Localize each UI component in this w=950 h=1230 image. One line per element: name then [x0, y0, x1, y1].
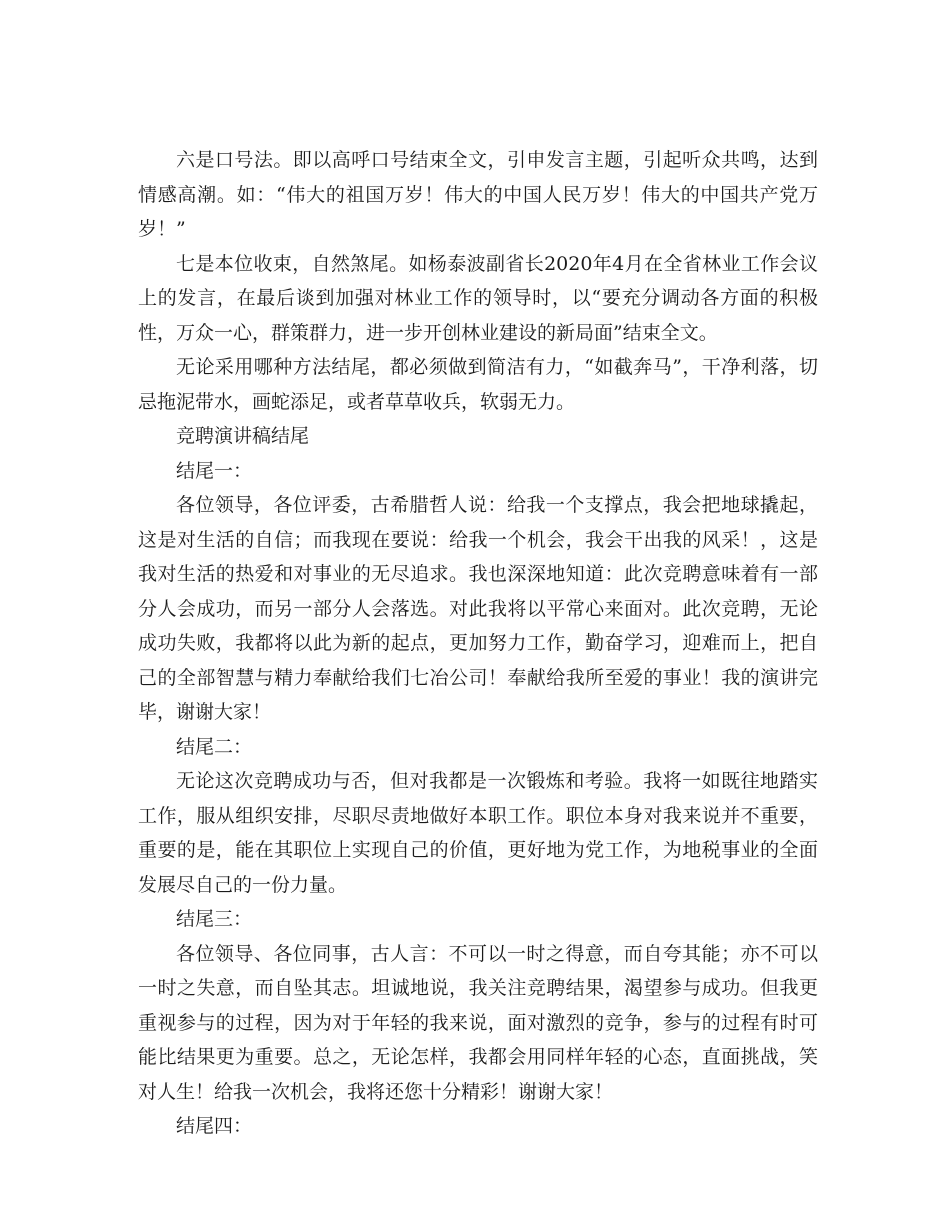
paragraph-concise-ending: 无论采用哪种方法结尾，都必须做到简洁有力，“如截奔马”，干净利落，切忌拖泥带水，画蛇添足，或者草草收兵，软弱无力。: [138, 356, 818, 413]
ending-four-label: 结尾四：: [176, 1115, 253, 1137]
section-heading: 竞聘演讲稿结尾: [176, 425, 310, 447]
paragraph-natural-ending: 七是本位收束，自然煞尾。如杨泰波副省长2020年4月在全省林业工作会议上的发言，在最后谈到加强对林业工作的领导时，以“要充分调动各方面的积极性，万众一心，群策群力，进一步开创林业建设的新局面”结束全文。: [138, 252, 818, 344]
ending-three-label: 结尾三：: [176, 908, 253, 930]
ending-one-label: 结尾一：: [176, 459, 253, 482]
ending-one-text: 各位领导，各位评委，古希腊哲人说：给我一个支撑点，我会把地球撬起，这是对生活的自信；而我现在要说：给我一个机会，我会干出我的风采！，这是我对生活的热爱和对事业的无尽追求。我也深深地知道：此次竞聘意味着有一部分人会成功，而另一部分人会落选。对此我将以平常心来面对。此次竞聘，无论成功失败，我都将以此为新的起点，更加努力工作，勤奋学习，迎难而上，把自己的全部智慧与精力奉献给我们七冶公司！奉献给我所至爱的事业！我的演讲完毕，谢谢大家！: [138, 494, 818, 723]
document-body: [138, 143, 818, 1144]
ending-three-text: 各位领导、各位同事，古人言：不可以一时之得意，而自夸其能；亦不可以一时之失意，而自坠其志。坦诚地说，我关注竞聘结果，渴望参与成功。但我更重视参与的过程，因为对于年轻的我来说，面对激烈的竞争，参与的过程有时可能比结果更为重要。总之，无论怎样，我都会用同样年轻的心态，直面挑战，笑对人生！给我一次机会，我将还您十分精彩！谢谢大家！: [138, 942, 818, 1103]
paragraph-slogan-method: 六是口号法。即以高呼口号结束全文，引申发言主题，引起听众共鸣，达到情感高潮。如：“伟大的祖国万岁！伟大的中国人民万岁！伟大的中国共产党万岁！”: [138, 149, 818, 240]
ending-two-label: 结尾二：: [176, 735, 253, 758]
ending-two-text: 无论这次竞聘成功与否，但对我都是一次锻炼和考验。我将一如既往地踏实工作，服从组织安排，尽职尽责地做好本职工作。职位本身对我来说并不重要，重要的是，能在其职位上实现自己的价值，更好地为党工作，为地税事业的全面发展尽自己的一份力量。: [138, 770, 818, 896]
